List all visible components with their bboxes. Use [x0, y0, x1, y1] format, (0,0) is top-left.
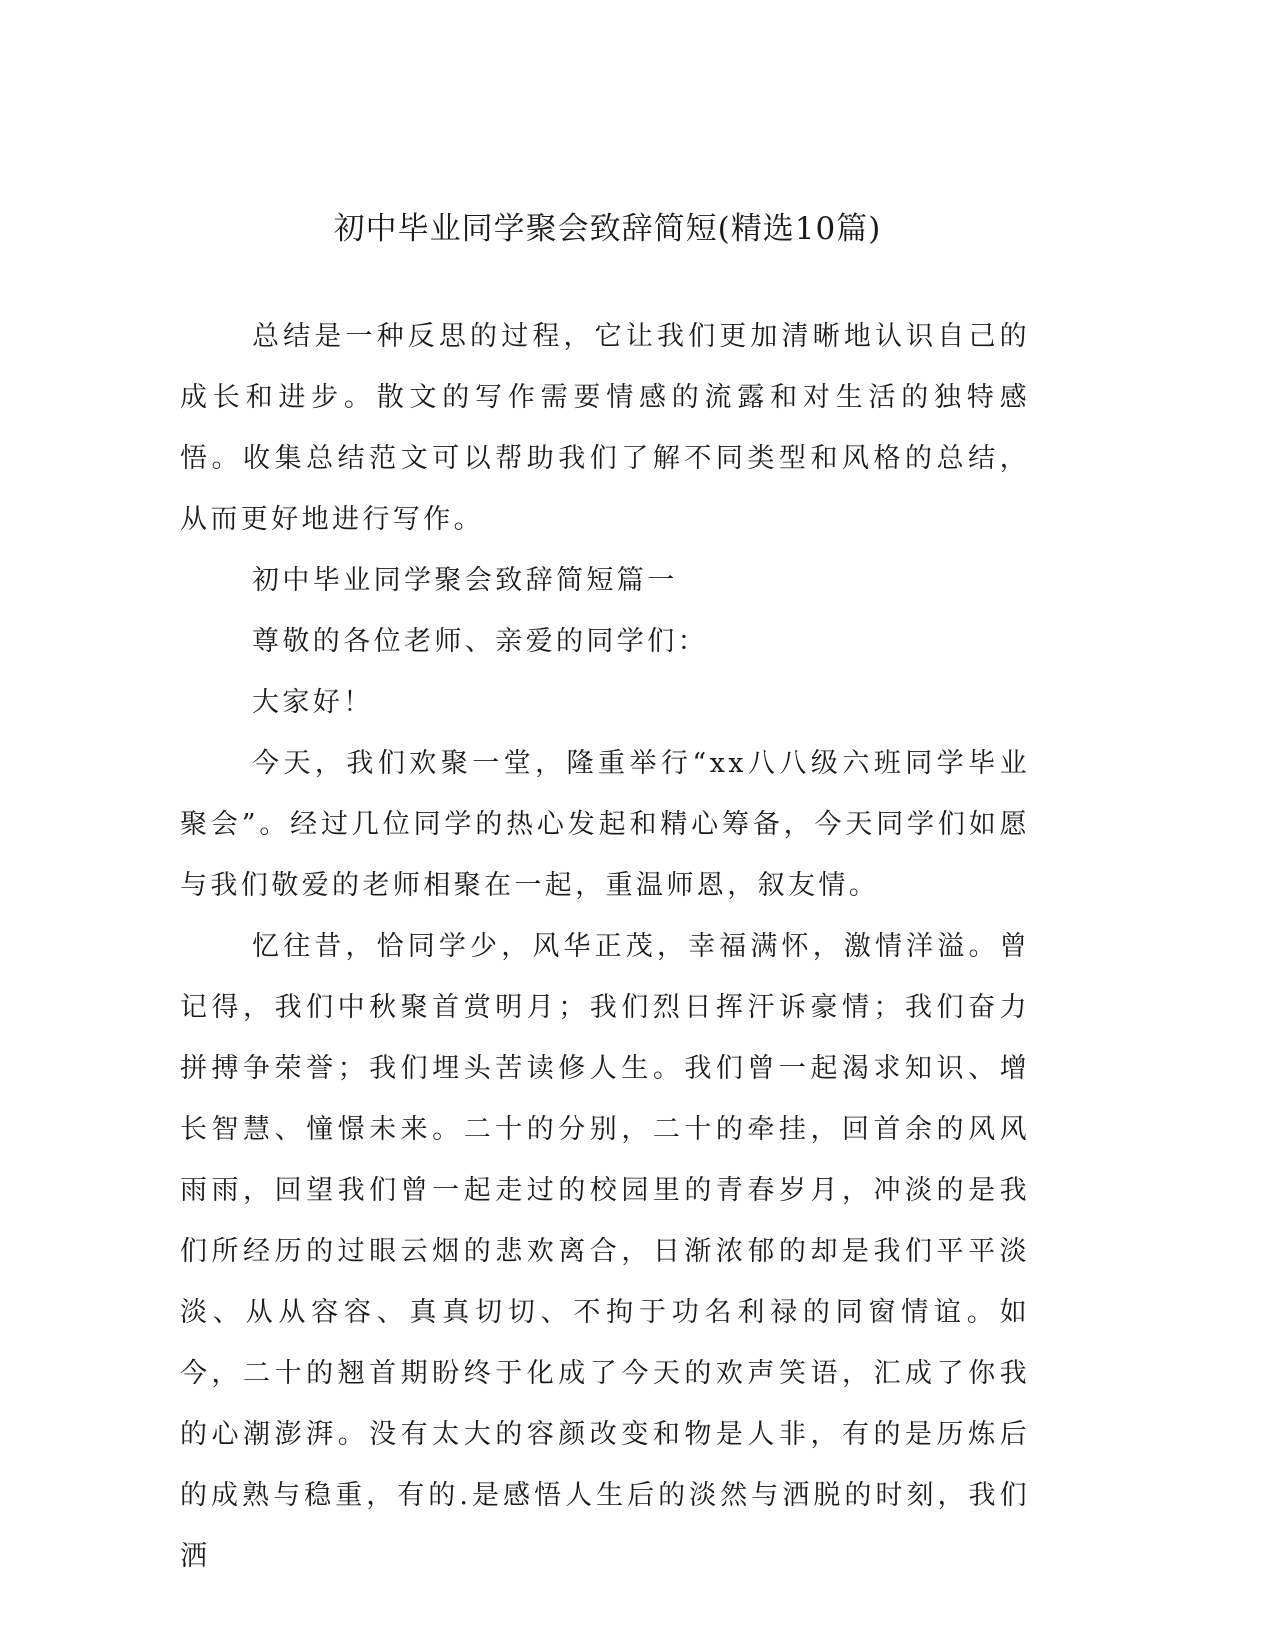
salutation: 尊敬的各位老师、亲爱的同学们：: [252, 626, 708, 657]
document-body: [180, 306, 1030, 1587]
document-title: 初中毕业同学聚会致辞简短(精选10篇): [333, 211, 882, 247]
greeting: 大家好！: [252, 687, 374, 718]
intro-paragraph: 总结是一种反思的过程，它让我们更加清晰地认识自己的成长和进步。散文的写作需要情感的流露和对生活的独特感悟。收集总结范文可以帮助我们了解不同类型和风格的总结，从而更好地进行写作。: [180, 321, 1030, 535]
body-paragraph: 今天，我们欢聚一堂，隆重举行“xx八八级六班同学毕业聚会”。经过几位同学的热心发起和精心筹备，今天同学们如愿与我们敬爱的老师相聚在一起，重温师恩，叙友情。: [180, 748, 1030, 901]
body-paragraph: 忆往昔，恰同学少，风华正茂，幸福满怀，激情洋溢。曾记得，我们中秋聚首赏明月；我们烈日挥汗诉豪情；我们奋力拼搏争荣誉；我们埋头苦读修人生。我们曾一起渴求知识、增长智慧、憧憬未来。二十的分别，二十的牵挂，回首余的风风雨雨，回望我们曾一起走过的校园里的青春岁月，冲淡的是我们所经历的过眼云烟的悲欢离合，日渐浓郁的却是我们平平淡淡、从从容容、真真切切、不拘于功名利禄的同窗情谊。如今，二十的翘首期盼终于化成了今天的欢声笑语，汇成了你我的心潮澎湃。没有太大的容颜改变和物是人非，有的是历炼后的成熟与稳重，有的.是感悟人生后的淡然与洒脱的时刻，我们洒: [180, 931, 1030, 1572]
section-heading: 初中毕业同学聚会致辞简短篇一: [252, 565, 678, 596]
